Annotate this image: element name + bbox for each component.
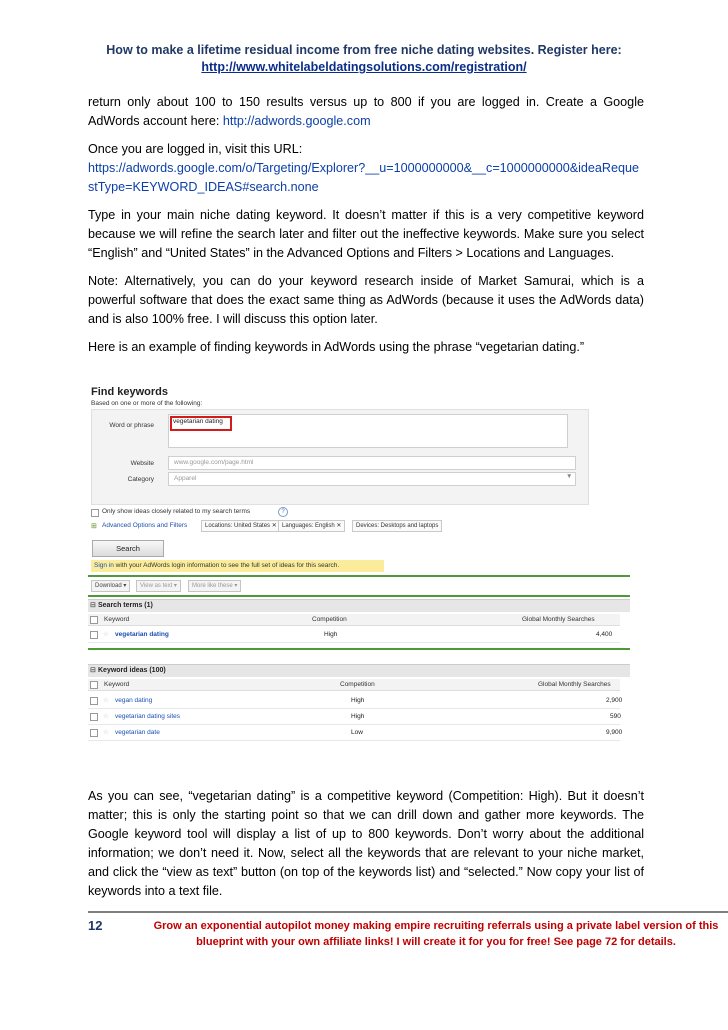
select-all-checkbox[interactable] — [90, 616, 98, 624]
row-checkbox[interactable] — [90, 713, 98, 721]
website-label: Website — [130, 460, 154, 467]
find-keywords-title: Find keywords — [91, 386, 169, 398]
searches-cell: 9,900 — [606, 729, 623, 736]
divider — [88, 575, 630, 577]
searches-cell: 590 — [610, 713, 621, 720]
advanced-options-link[interactable]: Advanced Options and Filters — [102, 522, 188, 529]
signin-link[interactable]: Sign in — [94, 562, 114, 569]
adwords-link[interactable]: http://adwords.google.com — [222, 114, 371, 128]
keyword-explorer-link[interactable]: https://adwords.google.com/o/Targeting/Explorer?__u=1000000000&__c=1000000000&ideaRequestType=KEYWORD_IDEAS#search.none — [88, 161, 640, 194]
signin-text: with your AdWords login information to see the full set of ideas for this search. — [113, 562, 340, 569]
divider — [88, 648, 630, 650]
more-like-these-button[interactable]: More like these ▾ — [188, 580, 241, 592]
table-row — [88, 709, 620, 725]
paragraph-competitive-keyword: As you can see, “vegetarian dating” is a competitive keyword (Competition: High). But it doesn’t matter; this is only the starting point so that we can drill down and gather more keywords. The Google keyword tool will display a list of up to 800 keywords. Don’t worry about the additional information; we don’t need it. Now, select all the keywords that are relevant to your niche market, and click the “view as text” button (on top of the keywords list) and “selected.” Now copy your list of keywords into a text file. — [88, 789, 644, 898]
find-keywords-subtitle: Based on one or more of the following: — [91, 400, 203, 407]
download-button[interactable]: Download ▾ — [91, 580, 130, 592]
word-value: vegetarian dating — [173, 418, 223, 425]
star-icon[interactable]: ☆ — [103, 631, 109, 638]
website-placeholder: www.google.com/page.html — [174, 459, 254, 466]
col-keyword: Keyword — [104, 681, 130, 688]
search-terms-header[interactable] — [88, 599, 630, 612]
col-keyword: Keyword — [104, 616, 130, 623]
search-terms-title: Search terms (1) — [98, 602, 153, 609]
keyword-cell[interactable]: vegetarian dating — [115, 631, 169, 638]
only-show-checkbox[interactable] — [91, 509, 99, 517]
location-filter-chip[interactable]: Locations: United States ✕ — [201, 520, 281, 532]
col-searches: Global Monthly Searches — [522, 616, 595, 623]
keyword-form — [91, 409, 589, 505]
only-show-label: Only show ideas closely related to my search terms — [102, 508, 251, 515]
star-icon[interactable]: ☆ — [103, 697, 109, 704]
paragraph-type-keyword: Type in your main niche dating keyword. It doesn’t matter if this is a very competitive keyword because we will refine the search later and filter out the ineffective keywords. Make sure you select “English” and “United States” in the Advanced Options and Filters > Locations and Languages. — [88, 208, 644, 260]
paragraph-adwords-account — [88, 93, 644, 131]
chevron-down-icon: ▼ — [566, 473, 573, 480]
competition-cell: Low — [351, 729, 363, 736]
paragraph-example-intro: Here is an example of finding keywords in AdWords using the phrase “vegetarian dating.” — [88, 340, 585, 354]
table-row — [88, 725, 623, 741]
keyword-cell[interactable]: vegetarian dating sites — [115, 713, 181, 720]
expand-icon[interactable]: ⊞ — [91, 523, 97, 530]
paragraph-visit-url — [88, 140, 644, 197]
star-icon[interactable]: ☆ — [103, 713, 109, 720]
adwords-screenshot — [88, 384, 642, 744]
document-body — [88, 93, 644, 366]
divider — [88, 595, 630, 597]
footer-promo: Grow an exponential autopilot money making empire recruiting referrals using a private label version of this blueprint with your own affiliate links! I will create it for you for free! See page 72 for details. — [153, 920, 719, 948]
footer-divider — [88, 911, 728, 913]
keyword-cell[interactable]: vegan dating — [115, 697, 153, 704]
row-checkbox[interactable] — [90, 631, 98, 639]
table-header — [88, 679, 620, 691]
paragraph-market-samurai-note: Note: Alternatively, you can do your keyword research inside of Market Samurai, which is a powerful software that does the exact same thing as AdWords (because it uses the AdWords data) and is also 100% free. I will discuss this option later. — [88, 274, 644, 326]
word-label: Word or phrase — [109, 422, 154, 429]
select-all-checkbox[interactable] — [90, 681, 98, 689]
table-header — [88, 614, 620, 626]
language-filter-chip[interactable]: Languages: English ✕ — [278, 520, 345, 532]
header-title: How to make a lifetime residual income from free niche dating websites. Register here: — [106, 43, 622, 57]
category-placeholder: Apparel — [174, 475, 197, 482]
competition-cell: High — [351, 697, 365, 704]
page-number: 12 — [88, 918, 103, 933]
searches-cell: 2,900 — [606, 697, 623, 704]
keyword-cell[interactable]: vegetarian date — [115, 729, 160, 736]
row-checkbox[interactable] — [90, 729, 98, 737]
document-body-continued — [88, 787, 644, 910]
category-label: Category — [127, 476, 154, 483]
star-icon[interactable]: ☆ — [103, 729, 109, 736]
row-checkbox[interactable] — [90, 697, 98, 705]
devices-filter-chip[interactable]: Devices: Desktops and laptops — [352, 520, 442, 532]
col-searches: Global Monthly Searches — [538, 681, 611, 688]
competition-cell: High — [324, 631, 338, 638]
signin-banner — [91, 560, 384, 572]
searches-cell: 4,400 — [596, 631, 613, 638]
keyword-ideas-title: Keyword ideas (100) — [98, 667, 166, 674]
paragraph-text: Once you are logged in, visit this URL: — [88, 142, 303, 156]
category-select[interactable] — [168, 472, 576, 486]
table-row — [88, 693, 623, 709]
paragraph-text: return only about 100 to 150 results versus up to 800 if you are logged in. Create a Google AdWords account here: — [88, 95, 644, 128]
competition-cell: High — [351, 713, 365, 720]
help-icon[interactable]: ? — [278, 507, 288, 517]
col-competition: Competition — [340, 681, 375, 688]
view-as-text-button[interactable]: View as text ▾ — [136, 580, 181, 592]
header-registration-link[interactable]: http://www.whitelabeldatingsolutions.com/registration/ — [201, 60, 527, 74]
search-button[interactable]: Search — [92, 540, 164, 557]
table-row — [88, 627, 620, 643]
page-header — [88, 42, 640, 76]
collapse-icon[interactable]: ⊟ — [90, 602, 96, 609]
collapse-icon[interactable]: ⊟ — [90, 667, 96, 674]
col-competition: Competition — [312, 616, 347, 623]
keyword-ideas-header[interactable] — [88, 664, 630, 677]
